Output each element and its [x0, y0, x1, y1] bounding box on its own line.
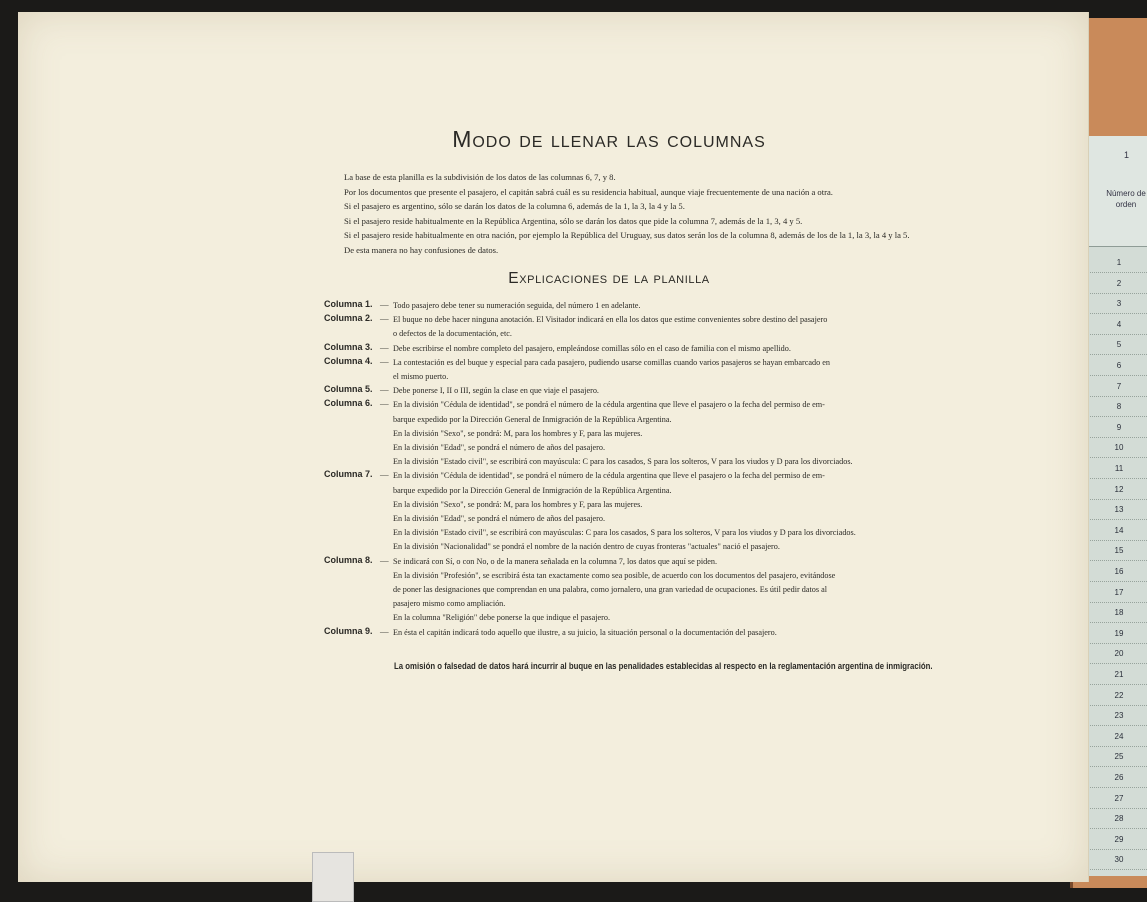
page-tab [312, 852, 354, 902]
row-number: 14 [1114, 525, 1124, 535]
row-divider [1084, 313, 1147, 314]
row-number: 1 [1116, 258, 1122, 267]
intro-paragraphs [344, 170, 910, 258]
row-number: 26 [1114, 773, 1124, 782]
column-label: Columna 8. [324, 554, 373, 565]
warning-note: La omisión o falsedad de datos hará incurrir al buque en las penalidades establecidas al respecto en la reglamentación argentina de inmigración. [394, 661, 933, 672]
row-number: 16 [1114, 567, 1124, 576]
column-text [393, 626, 894, 640]
column-text [393, 469, 894, 554]
column-text-line: En la división "Estado civil", se escribirá con mayúscula: C para los casados, S para los solteros, V para los viudos y D para los divorciados. [393, 457, 853, 467]
row-divider [1084, 808, 1147, 809]
row-divider [1084, 602, 1147, 603]
column-text-line: Debe escribirse el nombre completo del pasajero, empleándose comillas sólo en el caso de familia con el mismo apellido. [393, 343, 791, 353]
column-entry [324, 313, 894, 341]
row-number: 3 [1116, 299, 1122, 309]
row-divider [1084, 416, 1147, 417]
column-text-line: En la división "Sexo", se pondrá: M, para los hombres y F, para las mujeres. [393, 428, 643, 438]
column-label: Columna 9. [324, 625, 373, 636]
intro-line: De esta manera no hay confusiones de datos. [344, 244, 499, 255]
row-number: 10 [1114, 443, 1124, 453]
row-number: 12 [1114, 484, 1124, 494]
row-divider [1084, 684, 1147, 685]
row-number: 9 [1116, 422, 1122, 432]
row-divider [1084, 457, 1147, 458]
row-divider [1084, 499, 1147, 500]
row-divider [1084, 705, 1147, 706]
row-number: 13 [1114, 505, 1124, 515]
column-text-line: Debe ponerse I, II o III, según la clase en que viaje el pasajero. [393, 386, 599, 396]
section-subtitle: Explicaciones de la planilla [508, 270, 710, 287]
column-text-line: El buque no debe hacer ninguna anotación. El Visitador indicará en ella los datos que estime convenientes sobre destino del pasajero [393, 315, 828, 325]
row-divider [1084, 622, 1147, 623]
row-divider [1084, 437, 1147, 438]
column-text-line: En la división "Cédula de identidad", se pondrá el número de la cédula argentina que lleve el pasajero o la fecha del permiso de em- [393, 400, 825, 410]
column-text-line: En la división "Edad", se pondrá el número de años del pasajero. [393, 514, 605, 524]
column-explanations [324, 299, 894, 640]
column-text [393, 313, 894, 341]
column-label: Columna 7. [324, 469, 373, 480]
row-divider [1084, 787, 1147, 788]
column-text-line: Todo pasajero debe tener su numeración seguida, del número 1 en adelante. [393, 301, 641, 310]
column-dash: — [380, 299, 389, 309]
row-number: 19 [1114, 628, 1124, 638]
column-entry [324, 356, 894, 384]
column-text [393, 398, 894, 469]
column-text [393, 356, 894, 384]
row-divider [1084, 869, 1147, 870]
row-divider [1084, 396, 1147, 397]
row-divider [1084, 560, 1147, 561]
column-label: Columna 4. [324, 355, 373, 366]
intro-line: Si el pasajero es argentino, sólo se darán los datos de la columna 6, además de la 1, la 3, la 4 y la 5. [344, 201, 685, 212]
column-label: Columna 5. [324, 384, 373, 395]
row-number: 11 [1114, 464, 1124, 473]
intro-line: La base de esta planilla es la subdivisión de los datos de las columnas 6, 7, y 8. [344, 172, 616, 182]
column-entry [324, 299, 894, 313]
row-number: 5 [1116, 340, 1122, 350]
row-number: 18 [1114, 608, 1124, 618]
column-text-line: En la división "Cédula de identidad", se pondrá el número de la cédula argentina que lleve el pasajero o la fecha del permiso de em- [393, 471, 825, 481]
column-text-line: En ésta el capitán indicará todo aquello que ilustre, a su juicio, la situación personal o la documentación del pasajero. [393, 627, 777, 637]
row-divider [1084, 849, 1147, 850]
column-entry [324, 626, 894, 640]
row-number: 2 [1116, 278, 1122, 288]
column-dash: — [380, 341, 389, 352]
column-text-line: La contestación es del buque y especial para cada pasajero, pudiendo usarse comillas cuando varios pasajeros se hayan embarcado en [393, 357, 830, 367]
column-label: Columna 3. [324, 341, 373, 352]
row-number: 20 [1114, 649, 1124, 659]
row-number: 25 [1114, 752, 1124, 762]
row-divider [1084, 725, 1147, 726]
row-divider [1084, 375, 1147, 376]
row-divider [1084, 540, 1147, 541]
column-entry [324, 384, 894, 398]
row-divider [1084, 643, 1147, 644]
adjacent-form-column-number: 1 [1124, 150, 1130, 160]
column-entry [324, 342, 894, 356]
row-number: 4 [1116, 319, 1122, 329]
column-text [393, 384, 894, 398]
row-number: 22 [1114, 690, 1124, 700]
column-dash: — [380, 398, 389, 409]
intro-line: Por los documentos que presente el pasajero, el capitán sabrá cuál es su residencia habitual, aunque viaje frecuentemente de una nación a otra. [344, 186, 833, 197]
row-number: 24 [1114, 731, 1124, 741]
row-number: 28 [1114, 814, 1124, 824]
row-divider [1084, 334, 1147, 335]
row-number: 8 [1116, 402, 1122, 412]
column-text-line: el mismo puerto. [393, 372, 449, 382]
column-text-line: de poner las designaciones que comprendan en una palabra, como jornalero, una gran variedad de ocupaciones. Es útil pedir datos al [393, 585, 828, 595]
column-text [393, 555, 894, 626]
row-divider [1084, 354, 1147, 355]
row-number: 23 [1114, 711, 1124, 721]
row-divider [1084, 766, 1147, 767]
column-text-line: barque expedido por la Dirección General de Inmigración de la República Argentina. [393, 414, 672, 424]
row-number: 27 [1114, 793, 1124, 803]
column-entry [324, 398, 894, 469]
adjacent-form-header-label: Número de orden [1106, 189, 1146, 209]
row-number: 21 [1114, 670, 1124, 679]
column-text-line: Se indicará con Sí, o con No, o de la manera señalada en la columna 7, los datos que aquí se piden. [393, 556, 717, 566]
column-dash: — [380, 384, 389, 395]
intro-line: Si el pasajero reside habitualmente en la República Argentina, sólo se darán los datos que pide la columna 7, además de la 1, 3, 4 y 5. [344, 215, 803, 226]
row-number: 29 [1114, 834, 1124, 844]
column-text-line: En la división "Edad", se pondrá el número de años del pasajero. [393, 443, 605, 453]
row-divider [1084, 293, 1147, 294]
row-number: 6 [1116, 361, 1122, 370]
column-text-line: barque expedido por la Dirección General de Inmigración de la República Argentina. [393, 485, 672, 495]
column-text-line: pasajero mismo como ampliación. [393, 599, 506, 609]
row-number: 30 [1114, 855, 1124, 865]
column-text-line: o defectos de la documentación, etc. [393, 329, 512, 339]
row-number: 7 [1116, 381, 1122, 391]
column-entry [324, 469, 894, 554]
row-number: 15 [1114, 546, 1124, 556]
column-label: Columna 1. [324, 299, 373, 309]
column-dash: — [380, 625, 389, 636]
row-divider [1084, 663, 1147, 664]
column-text-line: En la división "Sexo", se pondrá: M, para los hombres y F, para las mujeres. [393, 499, 643, 509]
column-label: Columna 6. [324, 398, 373, 409]
column-text-line: En la división "Nacionalidad" se pondrá el nombre de la nación dentro de cuyas fronteras "actuales" nació el pasajero. [393, 542, 780, 552]
row-divider [1084, 581, 1147, 582]
column-dash: — [380, 313, 389, 324]
column-label: Columna 2. [324, 313, 373, 324]
column-dash: — [380, 554, 389, 565]
column-dash: — [380, 355, 389, 366]
row-divider [1084, 746, 1147, 747]
column-entry [324, 555, 894, 626]
row-divider [1084, 828, 1147, 829]
intro-line: Si el pasajero reside habitualmente en otra nación, por ejemplo la República del Uruguay, sus datos serán los de la columna 8, además de los de la 1, la 3, la 4 y la 5. [344, 230, 910, 241]
row-divider [1084, 519, 1147, 520]
column-text-line: En la división "Profesión", se escribirá ésta tan exactamente como sea posible, de acuerdo con los documentos del pasajero, evitándose [393, 570, 836, 580]
column-text [393, 342, 894, 356]
row-divider [1084, 478, 1147, 479]
column-dash: — [380, 469, 389, 480]
page-title: Modo de llenar las columnas [452, 126, 766, 152]
column-text-line: En la columna "Religión" debe ponerse la que indique el pasajero. [393, 613, 610, 623]
column-text-line: En la división "Estado civil", se escribirá con mayúsculas: C para los casados, S para los solteros, V para los viudos y D para los divorciados. [393, 528, 856, 538]
column-text [393, 299, 894, 313]
row-number: 17 [1114, 587, 1124, 597]
